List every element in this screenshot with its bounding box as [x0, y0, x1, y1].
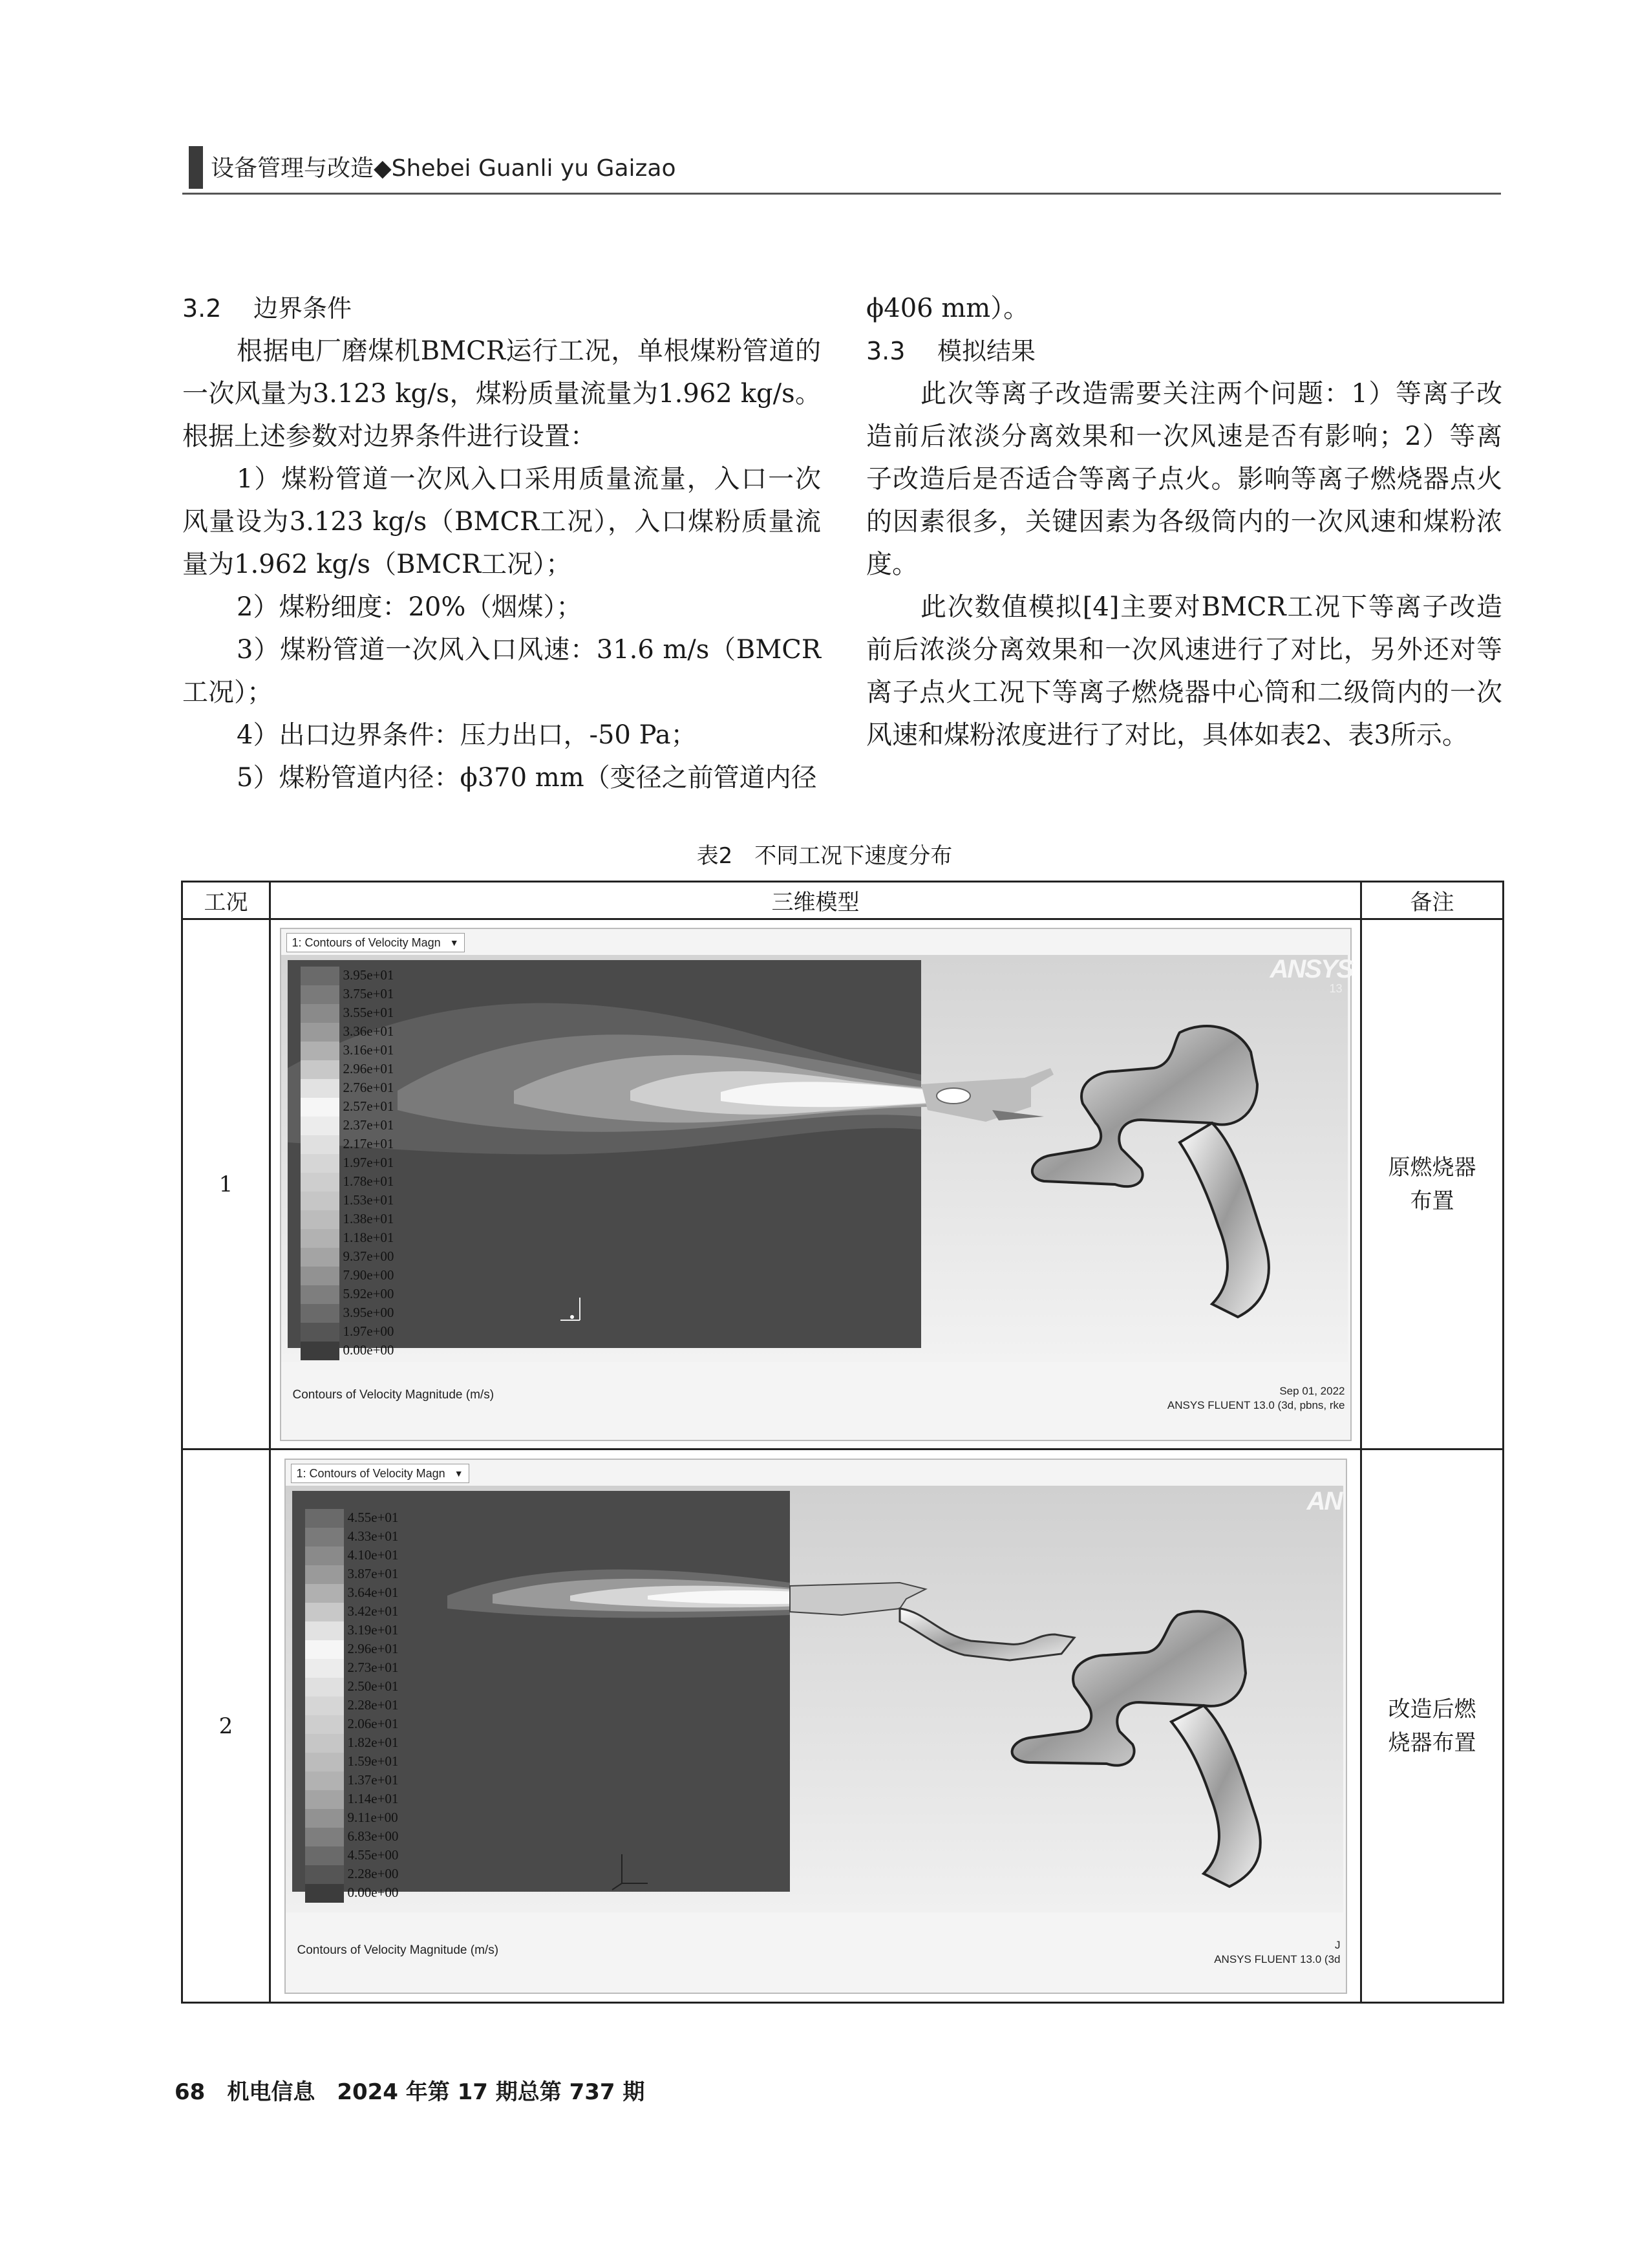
- legend-label: 1.14e+01: [347, 1790, 399, 1806]
- legend-swatch: [301, 1192, 339, 1210]
- paragraph: 5）煤粉管道内径：ϕ370 mm（变径之前管道内径: [237, 763, 817, 793]
- paragraph: 根据电厂磨煤机BMCR运行工况，单根煤粉管道的一次风量为3.123 kg/s，煤粉质量流量为1.962 kg/s。根据上述参数对边界条件进行设置：: [182, 336, 821, 451]
- legend-swatch: [305, 1621, 344, 1640]
- legend-label: 0.00e+00: [347, 1884, 399, 1900]
- legend-swatch: [305, 1753, 344, 1771]
- legend-label: 1.59e+01: [347, 1753, 399, 1769]
- header-note: 备注: [1361, 882, 1504, 919]
- table-row: [182, 919, 1504, 1450]
- plot-caption: Contours of Velocity Magnitude (m/s): [292, 1387, 495, 1402]
- legend-swatch: [301, 1304, 339, 1323]
- chevron-down-icon: ▼: [454, 1468, 463, 1479]
- legend-label: 2.96e+01: [343, 1060, 394, 1076]
- legend-swatch: [301, 985, 339, 1004]
- legend-swatch: [301, 1154, 339, 1173]
- legend-swatch: [305, 1584, 344, 1603]
- legend-swatch: [305, 1528, 344, 1546]
- legend-swatch: [305, 1828, 344, 1846]
- legend-label: 3.19e+01: [347, 1621, 399, 1638]
- legend-swatch: [305, 1771, 344, 1790]
- legend-swatch: [301, 1042, 339, 1060]
- legend-swatch: [305, 1715, 344, 1734]
- ansys-logo: ANSYS: [1270, 954, 1353, 983]
- legend-label: 1.53e+01: [343, 1192, 394, 1208]
- paragraph: 2）煤粉细度：20%（烟煤）；: [237, 592, 582, 622]
- legend-label: 2.28e+00: [347, 1865, 399, 1881]
- table-caption: 表2 不同工况下速度分布: [696, 843, 953, 869]
- legend-label: 4.55e+01: [347, 1509, 399, 1525]
- legend-swatch: [301, 1098, 339, 1117]
- legend-swatch: [305, 1734, 344, 1753]
- chevron-down-icon: ▼: [449, 937, 459, 948]
- legend-label: 2.76e+01: [343, 1079, 394, 1095]
- page-footer: 68 机电信息 2024 年第 17 期总第 737 期: [175, 2079, 645, 2105]
- legend-swatch: [301, 1285, 339, 1304]
- header-model: 三维模型: [270, 882, 1361, 919]
- table-row: [182, 1450, 1504, 2003]
- legend-label: 1.78e+01: [343, 1173, 394, 1189]
- left-column: [182, 287, 821, 799]
- legend-label: 2.28e+01: [347, 1696, 399, 1713]
- legend-swatch: [305, 1884, 344, 1903]
- model-cell: [270, 919, 1361, 1450]
- case-number: 2: [182, 1450, 270, 2003]
- legend-label: 3.95e+00: [343, 1304, 394, 1320]
- legend-label: 2.17e+01: [343, 1135, 394, 1151]
- legend-label: 1.18e+01: [343, 1229, 394, 1245]
- legend-swatch: [305, 1696, 344, 1715]
- paragraph: 此次等离子改造需要关注两个问题：1）等离子改造前后浓淡分离效果和一次风速是否有影响；2）等离子改造后是否适合等离子点火。影响等离子燃烧器点火的因素很多，关键因素为各级筒内的一次风速和煤粉浓度。: [866, 379, 1502, 579]
- plot-info: Sep 01, 2022 ANSYS FLUENT 13.0 (3d, pbns, rke: [1167, 1384, 1345, 1411]
- legend-swatch: [301, 1079, 339, 1098]
- note-cell: 改造后燃烧器布置: [1361, 1450, 1504, 2003]
- legend-label: 4.33e+01: [347, 1528, 399, 1544]
- legend-label: 3.64e+01: [347, 1584, 399, 1600]
- legend-swatch: [305, 1640, 344, 1659]
- table-header-row: [182, 882, 1504, 919]
- legend-swatch: [301, 1210, 339, 1229]
- legend-swatch: [301, 1342, 339, 1360]
- paragraph: 1）煤粉管道一次风入口采用质量流量，入口一次风量设为3.123 kg/s（BMCR工况），入口煤粉质量流量为1.962 kg/s（BMCR工况）；: [182, 464, 821, 579]
- legend-swatch: [301, 1248, 339, 1267]
- paragraph: 3）煤粉管道一次风入口风速：31.6 m/s（BMCR工况）；: [182, 635, 821, 707]
- legend-label: 1.97e+01: [343, 1154, 394, 1170]
- legend-label: 9.11e+00: [347, 1809, 398, 1825]
- legend-label: 4.55e+00: [347, 1846, 399, 1863]
- velocity-legend: [305, 1509, 434, 1900]
- legend-label: 3.75e+01: [343, 985, 394, 1001]
- legend-label: 2.73e+01: [347, 1659, 399, 1675]
- legend-label: 1.38e+01: [343, 1210, 394, 1226]
- simulation-screenshot: [284, 1459, 1347, 1994]
- legend-label: 2.57e+01: [343, 1098, 394, 1114]
- legend-swatch: [301, 1173, 339, 1192]
- contour-plot: [286, 1486, 1343, 1912]
- legend-label: 2.37e+01: [343, 1117, 394, 1133]
- legend-swatch: [305, 1790, 344, 1809]
- legend-label: 2.96e+01: [347, 1640, 399, 1656]
- legend-swatch: [305, 1846, 344, 1865]
- plot-info: J ANSYS FLUENT 13.0 (3d: [1214, 1938, 1341, 1965]
- legend-label: 7.90e+00: [343, 1267, 394, 1283]
- legend-label: 0.00e+00: [343, 1342, 394, 1358]
- legend-swatch: [301, 1267, 339, 1285]
- contour-dropdown[interactable]: 1: Contours of Velocity Magn ▼: [286, 933, 465, 952]
- legend-label: 2.06e+01: [347, 1715, 399, 1731]
- header-rule: [182, 193, 1501, 195]
- legend-swatch: [301, 1117, 339, 1135]
- legend-swatch: [301, 1023, 339, 1042]
- header-case: 工况: [182, 882, 270, 919]
- legend-swatch: [305, 1678, 344, 1696]
- note-cell: 原燃烧器布置: [1361, 919, 1504, 1450]
- legend-label: 9.37e+00: [343, 1248, 394, 1264]
- legend-swatch: [301, 1323, 339, 1342]
- legend-label: 3.95e+01: [343, 967, 394, 983]
- legend-label: 3.16e+01: [343, 1042, 394, 1058]
- paragraph: 此次数值模拟[4]主要对BMCR工况下等离子改造前后浓淡分离效果和一次风速进行了对比，另外还对等离子点火工况下等离子燃烧器中心筒和二级筒内的一次风速和煤粉浓度进行了对比，具体如表2、表3所示。: [866, 592, 1502, 750]
- legend-swatch: [305, 1659, 344, 1678]
- legend-swatch: [301, 1004, 339, 1023]
- case-number: 1: [182, 919, 270, 1450]
- section-heading-3-3: 3.3 模拟结果: [866, 337, 1036, 365]
- legend-swatch: [305, 1546, 344, 1565]
- legend-swatch: [305, 1865, 344, 1884]
- legend-label: 3.87e+01: [347, 1565, 399, 1581]
- legend-label: 1.97e+00: [343, 1323, 394, 1339]
- running-header: 设备管理与改造◆Shebei Guanli yu Gaizao: [211, 155, 676, 182]
- legend-swatch: [305, 1509, 344, 1528]
- legend-label: 3.36e+01: [343, 1023, 394, 1039]
- legend-swatch: [301, 967, 339, 985]
- legend-swatch: [301, 1229, 339, 1248]
- paragraph: 4）出口边界条件：压力出口，-50 Pa；: [237, 720, 697, 750]
- section-heading-3-2: 3.2 边界条件: [182, 294, 352, 323]
- contour-plot: [281, 955, 1348, 1362]
- ansys-logo: AN: [1306, 1486, 1342, 1515]
- paragraph-continuation: ϕ406 mm）。: [866, 294, 1030, 323]
- legend-swatch: [301, 1135, 339, 1154]
- contour-dropdown[interactable]: 1: Contours of Velocity Magn ▼: [291, 1464, 469, 1483]
- model-cell: [270, 1450, 1361, 2003]
- velocity-legend: [301, 967, 430, 1358]
- legend-label: 1.37e+01: [347, 1771, 399, 1788]
- legend-label: 5.92e+00: [343, 1285, 394, 1301]
- legend-label: 1.82e+01: [347, 1734, 399, 1750]
- legend-label: 3.55e+01: [343, 1004, 394, 1020]
- right-column: [866, 287, 1502, 756]
- legend-swatch: [305, 1603, 344, 1621]
- legend-label: 4.10e+01: [347, 1546, 399, 1563]
- legend-label: 3.42e+01: [347, 1603, 399, 1619]
- header-bar: [189, 146, 203, 189]
- legend-label: 6.83e+00: [347, 1828, 399, 1844]
- velocity-table: [181, 881, 1504, 2004]
- legend-label: 2.50e+01: [347, 1678, 399, 1694]
- plot-caption: Contours of Velocity Magnitude (m/s): [297, 1943, 499, 1957]
- legend-swatch: [305, 1565, 344, 1584]
- legend-swatch: [301, 1060, 339, 1079]
- ansys-version: 13: [1329, 981, 1343, 995]
- legend-swatch: [305, 1809, 344, 1828]
- simulation-screenshot: [280, 928, 1352, 1441]
